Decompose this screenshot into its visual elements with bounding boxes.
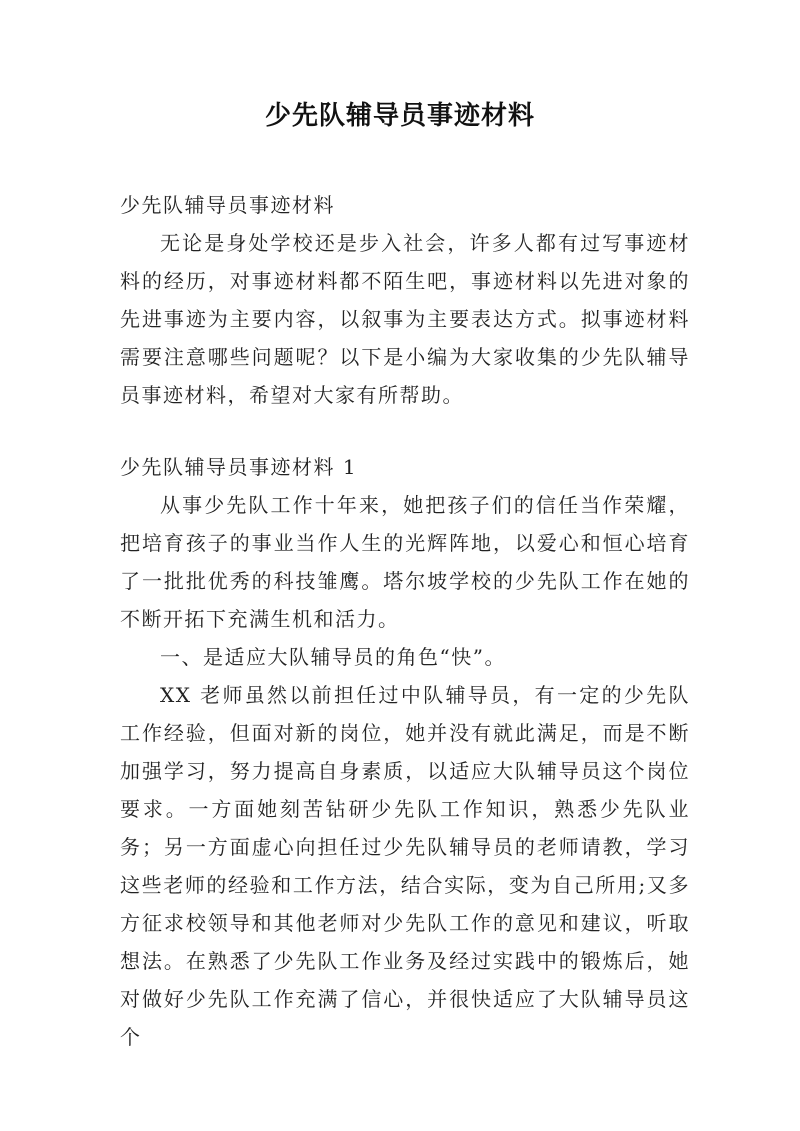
intro-paragraph: 无论是身处学校还是步入社会，许多人都有过写事迹材料的经历，对事迹材料都不陌生吧，事迹材料以先进对象的先进事迹为主要内容，以叙事为主要表达方式。拟事迹材料需要注意哪些问题呢？以下是小编为大家收集的少先队辅导员事迹材料，希望对大家有所帮助。 (120, 231, 690, 407)
section1-paragraph-2: XX 老师虽然以前担任过中队辅导员，有一定的少先队工作经验，但面对新的岗位，她并没有就此满足，而是不断加强学习，努力提高自身素质，以适应大队辅导员这个岗位要求。一方面她刻苦钻研少先队工作知识，熟悉少先队业务；另一方面虚心向担任过少先队辅导员的老师请教，学习这些老师的经验和工作方法，结合实际，变为自己所用;又多方征求校领导和其他老师对少先队工作的意见和建议，听取想法。在熟悉了少先队工作业务及经过实践中的锻炼后，她对做好少先队工作充满了信心，并很快适应了大队辅导员这个 (120, 683, 690, 1049)
section1-paragraph-1: 从事少先队工作十年来，她把孩子们的信任当作荣耀，把培育孩子的事业当作人生的光辉阵地，以爱心和恒心培育了一批批优秀的科技雏鹰。塔尔坡学校的少先队工作在她的不断开拓下充满生机和活力。 (120, 493, 690, 631)
section1-subheading: 一、是适应大队辅导员的角色“快”。 (160, 645, 506, 669)
intro-heading: 少先队辅导员事迹材料 (120, 193, 335, 217)
document-title: 少先队辅导员事迹材料 (264, 101, 535, 131)
section1-heading: 少先队辅导员事迹材料 1 (120, 455, 358, 479)
